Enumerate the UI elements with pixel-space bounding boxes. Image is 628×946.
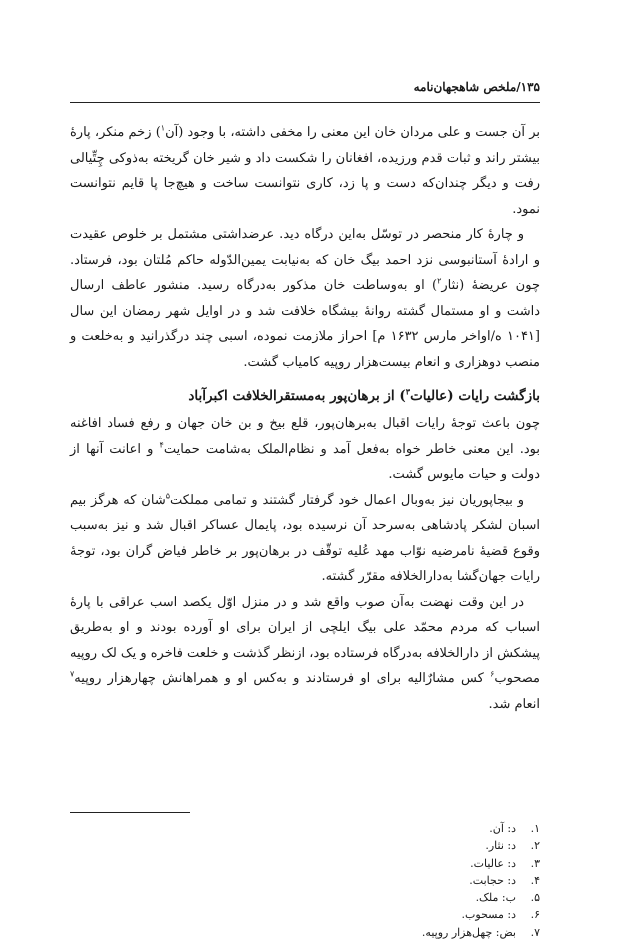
footnote-number: ۱.: [530, 822, 540, 835]
section-title-text-a: بازگشت رایات (عالیات: [410, 388, 540, 404]
running-head: ۱۳۵/ملخص شاهجهان‌نامه: [413, 80, 540, 94]
footnote-number: ۳.: [530, 856, 540, 870]
footnote-item: [70, 924, 540, 941]
paragraph-1-text-b: ) زخم منکر، پارهٔ بیشتر راند و ثبات قدم ورزیده، افغانان را شکست داد و شیر خان گریخته به‌ذوکی چِتِّیالی رفت و دیگر چندان‌که دست و پا زد، کاری نتوانست ساخت و هیچ‌جا پا قایم نتوانست نمود.: [70, 125, 540, 217]
footnote-ref-4[interactable]: ۴: [159, 440, 164, 450]
footnote-ref-3[interactable]: ۳: [405, 386, 411, 397]
paragraph-5-text-a: در این وقت نهضت به‌آن صوب واقع شد و در منزل اوّل یکصد اسب عراقی با پارهٔ اسباب که مردم محمّد علی بیگ ایلچی از ایران برای او آورده بودند و او به‌طریق پیشکش از دارالخلافه به‌درگاه فرستاده بود، ازنظر گذشت و خلعت فاخره و یک لک روپیه مصحوب: [70, 594, 540, 686]
footnote-number: ۵.: [530, 891, 540, 905]
footnote-number: ۲.: [530, 839, 540, 853]
footnote-ref-1[interactable]: ۱: [160, 123, 166, 133]
section-title-text-b: ) از برهان‌پور به‌مستقرالخلافت اکبرآباد: [188, 388, 406, 404]
footnote-text: د: عالیات.: [470, 856, 516, 870]
paragraph-1: [70, 120, 540, 222]
footnote-text: د: مسحوب.: [461, 908, 516, 922]
footnote-ref-5[interactable]: ۵: [165, 491, 171, 501]
paragraph-2-text-a: و چارهٔ کار منحصر در توسّل به‌این درگاه دید. عرضداشتی مشتمل بر خلوص عقیدت و ارادهٔ آستانبوسی نزد احمد بیگ خان که به‌نیابت یمین‌الدّوله حاکم مُلتان بود، فرستاد. چون عریضهٔ (نثار: [70, 227, 540, 293]
paragraph-2-text-b: ) او به‌وساطت خان مذکور به‌درگاه رسید. منشور عاطف ارسال داشت و او مستمال گشته روانهٔ بیشگاه خلافت شد و در اوایل شهر رمضان این سال [۱۰۴۱ ه/اواخر مارس ۱۶۳۲ م] احراز ملازمت نموده، اسبی چند درگذرانید و به‌خلعت و منصب دوهزاری و انعام بیست‌هزار روپیه کامیاب گشت.: [70, 278, 540, 370]
footnote-item: [70, 837, 540, 854]
paragraph-1-text-a: بر آن جست و علی مردان خان این معنی را مخفی داشته، با وجود (آن: [165, 125, 540, 140]
footnote-number: ۶.: [530, 908, 540, 922]
footnote-ref-6[interactable]: ۶: [490, 669, 495, 679]
body-text: [70, 120, 540, 717]
paragraph-2: [70, 222, 540, 375]
footnote-item: [70, 872, 540, 889]
footnote-item: [70, 820, 540, 837]
footnote-text: بض: چهل‌هزار روپیه.: [421, 925, 516, 939]
footnote-rule: [70, 812, 190, 813]
footnote-number: ۷.: [530, 925, 540, 939]
paragraph-5-text-b: کس مشارٌالیه برای او فرستادند و به‌کس او و همراهانش چهارهزار روپیه: [74, 671, 491, 686]
footnote-number: ۴.: [530, 873, 540, 887]
footnote-item: [70, 889, 540, 906]
footnote-text: د: نثار.: [485, 839, 516, 853]
footnote-ref-2[interactable]: ۲: [437, 276, 442, 286]
paragraph-4-text-a: و بیجاپوریان نیز به‌وبال اعمال خود گرفتار گشتند و تمامی مملکت: [170, 492, 524, 508]
paragraph-4-text-b: شان که هرگز بیم اسبان لشکر پادشاهی به‌سرحد آن نرسیده بود، پایمال عساکر اقبال شد و نیز به‌سبب وقوع قضیهٔ نامرضیه نوّاب مهد عُلیه توقّف در برهان‌پور بر خاطر فیاض گران بود، توجهٔ رایات جهان‌گشا به‌دارالخلافه مقرّر گشته.: [70, 492, 540, 584]
footnotes-list: [70, 820, 540, 941]
header-rule: [70, 102, 540, 103]
paragraph-3: [70, 411, 540, 488]
footnote-text: ب: ملک.: [475, 891, 516, 905]
section-title: [70, 383, 540, 409]
footnote-item: [70, 906, 540, 923]
footnote-text: د: حجابت.: [469, 873, 516, 887]
paragraph-3-text-a: چون باعث توجهٔ رایات اقبال به‌برهان‌پور، قلع بیخ و بن خان جهان و رفع فساد افاغنه بود. این معنی خاطر خواه به‌فعل آمد و نظام‌الملک به‌شامت حمایت: [70, 416, 541, 457]
paragraph-5-text-c: انعام شد.: [488, 696, 540, 712]
footnote-item: [70, 855, 540, 872]
footnote-text: د: آن.: [489, 822, 516, 835]
paragraph-3-text-b: و اعانت آنها از دولت و حیات مایوس گشت.: [70, 441, 540, 482]
paragraph-5: [70, 590, 540, 718]
footnote-ref-7[interactable]: ۷: [70, 669, 75, 679]
paragraph-4: [70, 488, 540, 590]
